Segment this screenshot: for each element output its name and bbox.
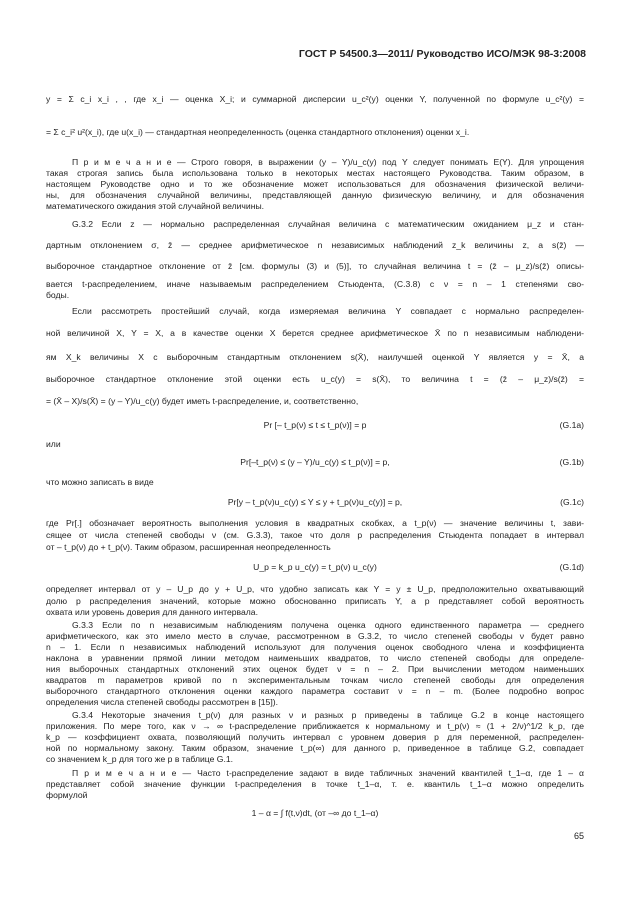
text-line: охвата или уровень доверия для данного интервала.: [46, 607, 258, 617]
text-line: выборочное стандартное отклонение от z̄ [см. формулы (3) и (5)], то случайная величина t = (z̄ – μ_z)/s(z̄) описы-: [46, 261, 584, 271]
formula-expression: 1 – α = ∫ f(t,ν)dt, (от –∞ до t_1–α): [251, 808, 379, 818]
text-line: приложения. По мере того, как ν → ∞ t-распределение приближается к нормальному и t_p(ν) ≈ (1 + 2/ν)^1/2 k_p, где: [46, 721, 584, 731]
text-line: ния выборочных стандартных отклонений этих оценок будет ν = n – 2. При вычислении методом наименьших: [46, 664, 584, 674]
text-line: = Σ c_i² u²(x_i), где u(x_i) — стандартная неопределенность (оценка стандартного отклонения) оценки x_i.: [46, 127, 470, 137]
note-line: формулой: [46, 790, 88, 800]
text-line: G.3.2 Если z — нормально распределенная случайная величина с математическим ожиданием μ_z и стан-: [72, 219, 584, 229]
formula-tag: (G.1a): [559, 420, 584, 430]
page-number: 65: [573, 831, 584, 841]
text-line: ной по нормальному закону. Таким образом, значение t_p(∞) для данного p, приведенное в таблице G.2, совпадает: [46, 743, 584, 753]
text-line: ям X_k величины X с выборочным стандартным отклонением s(X̄), наилучшей оценкой Y является y = X̄, а: [46, 352, 584, 362]
note-line: ны, для обозначения случайной величины, представляющей данную физическую величину, и для обозначения: [46, 190, 584, 200]
formula-tag: (G.1b): [559, 457, 584, 467]
text-line: выборочного стандартного отклонения оценки каждого параметра составит ν = n – m. (Более подробно вопрос: [46, 686, 584, 696]
text-line: Если рассмотреть простейший случай, когда измеряемая величина Y совпадает с нормально распределен-: [72, 306, 584, 316]
text-line: выборочное стандартное отклонение этой оценки есть u_c(y) = s(X̄), то величина t = (z̄ – μ_z)/s(z̄) =: [46, 374, 584, 384]
text-line: со значением k_p для того же p в таблице G.1.: [46, 754, 233, 764]
text-line: или: [46, 439, 61, 449]
note-line: П р и м е ч а н и е — Строго говоря, в выражении (y – Y)/u_c(y) под Y следует понимать E(Y). Для упрощения: [72, 157, 584, 167]
text-line: от – t_p(ν) до + t_p(ν). Таким образом, расширенная неопределенность: [46, 542, 331, 552]
text-line: = (X̄ – X)/s(X̄) = (y – Y)/u_c(y) будет иметь t-распределение, и, соответственно,: [46, 396, 359, 406]
text-line: где Pr[.] обозначает вероятность выполнения условия в квадратных скобках, а t_p(ν) — значение величины t, зави-: [46, 518, 584, 528]
note-line: математического ожидания этой случайной величины.: [46, 201, 265, 211]
note-line: настоящем Руководстве одно и то же обозначение может использоваться для обозначения физической величи-: [46, 179, 584, 189]
text-line: n – 1. Если n независимых наблюдений используют для получения оценок свободного члена и коэффициента: [46, 642, 584, 652]
text-line: ной величиной X, Y = X, а в качестве оценки X берется среднее арифметическое X̄ по n независимым наблюдени-: [46, 328, 584, 338]
text-line: G.3.3 Если по n независимым наблюдениям получена оценка одного единственного параметра — среднего: [72, 620, 584, 630]
text-line: арифметического, как это имело место в случае, рассмотренном в G.3.2, то число степеней свободы ν будет равно: [46, 631, 584, 641]
text-line: квадратов m параметров кривой по n экспериментальным точкам число степеней свободы для определения: [46, 675, 584, 685]
formula-expression: Pr[y – t_p(ν)u_c(y) ≤ Y ≤ y + t_p(ν)u_c(y)] = p,: [227, 497, 403, 507]
note-line: такая строгая запись была использована только в некоторых местах настоящего Руководства. Таким образом, в: [46, 168, 584, 178]
text-line: долю p распределения значений, которые можно обоснованно приписать Y, а p представляет собой вероятность: [46, 596, 584, 606]
text-line: определяет интервал от y – U_p до y + U_p, что удобно записать как Y = y ± U_p, предположительно охватывающий: [46, 584, 584, 594]
text-line: что можно записать в виде: [46, 477, 154, 487]
text-line: вается t-распределением, иначе называемым распределением Стьюдента, (С.3.8) с ν = n – 1 степенями сво-: [46, 279, 584, 289]
text-line: k_p — коэффициент охвата, позволяющий получить интервал с уровнем доверия p для переменной, распределен-: [46, 732, 584, 742]
text-line: определения числа степеней свободы рассмотрен в [15]).: [46, 697, 278, 707]
text-line: наклона в уравнении прямой линии методом наименьших квадратов, то число степеней свободы для определе-: [46, 653, 584, 663]
page-header: ГОСТ Р 54500.3—2011/ Руководство ИСО/МЭК 98-3:2008: [298, 48, 586, 60]
text-line: y = Σ c_i x_i , , где x_i — оценка X_i; и суммарной дисперсии u_c²(y) оценки Y, полученной по формуле u_c²(y) =: [46, 94, 584, 104]
text-line: G.3.4 Некоторые значения t_p(ν) для разных ν и разных p приведены в таблице G.2 в конце настоящего: [72, 710, 584, 720]
note-line: П р и м е ч а н и е — Часто t-распределение задают в виде табличных значений квантилей t_1–α, где 1 – α: [72, 768, 584, 778]
formula-expression: U_p = k_p u_c(y) = t_p(ν) u_c(y): [253, 562, 377, 572]
text-line: дартным отклонением σ, z̄ — среднее арифметическое n независимых наблюдений z_k величины z, а s(z̄) —: [46, 240, 584, 250]
formula-tag: (G.1d): [559, 562, 584, 572]
text-line: сящее от числа степеней свободы ν (см. G.3.3), такое что доля p распределения Стьюдента попадает в интервал: [46, 530, 584, 540]
formula-expression: Pr[–t_p(ν) ≤ (y – Y)/u_c(y) ≤ t_p(ν)] = p,: [240, 457, 390, 467]
formula-expression: Pr [– t_p(ν) ≤ t ≤ t_p(ν)] = p: [263, 420, 367, 430]
note-line: представляет собой значение функции t-распределения в точке t_1–α, т. е. квантиль t_1–α можно определить: [46, 779, 584, 789]
text-line: боды.: [46, 290, 70, 300]
formula-tag: (G.1c): [560, 497, 584, 507]
